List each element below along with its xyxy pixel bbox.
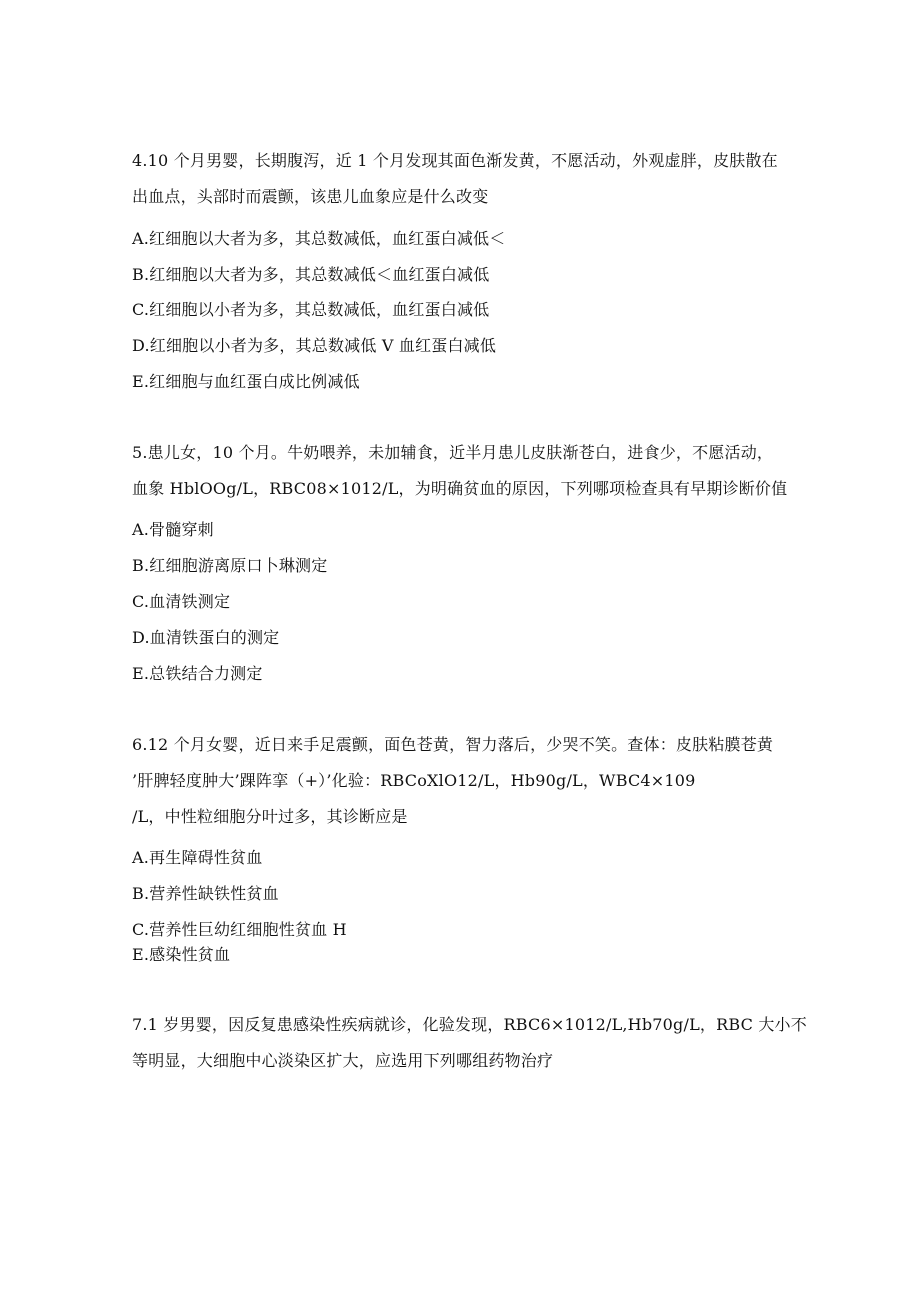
question-5-stem-line-1: 5.患儿女，10 个月。牛奶喂养，未加辅食，近半月患儿皮肤渐苍白，进食少，不愿活动， bbox=[132, 443, 774, 462]
question-6-stem-line-2: ’肝脾轻度肿大’踝阵挛（+）’化验：RBCoXlO12/L，Hb90g/L，WBC4×109 bbox=[132, 771, 696, 790]
question-4-option-a: A.红细胞以大者为多，其总数减低，血红蛋白减低＜ bbox=[132, 229, 506, 248]
question-4-option-c: C.红细胞以小者为多，其总数减低，血红蛋白减低 bbox=[132, 300, 490, 319]
question-5-option-a: A.骨髓穿刺 bbox=[132, 520, 214, 539]
question-6-option-c: C.营养性巨幼红细胞性贫血 H bbox=[132, 920, 347, 939]
question-4-option-d: D.红细胞以小者为多，其总数减低 V 血红蛋白减低 bbox=[132, 336, 497, 355]
question-6-option-b: B.营养性缺铁性贫血 bbox=[132, 884, 279, 903]
question-5-option-c: C.血清铁测定 bbox=[132, 592, 231, 611]
question-6-option-a: A.再生障碍性贫血 bbox=[132, 848, 263, 867]
question-5-stem-line-2: 血象 HblOOg/L，RBC08×1012/L，为明确贫血的原因，下列哪项检查具有早期诊断价值 bbox=[132, 479, 788, 498]
question-5-option-b: B.红细胞游离原口卜琳测定 bbox=[132, 556, 328, 575]
question-4-stem-line-1: 4.10 个月男婴，长期腹泻，近 1 个月发现其面色渐发黄，不愿活动，外观虚胖，皮肤散在 bbox=[132, 151, 778, 170]
question-6-option-e: E.感染性贫血 bbox=[132, 945, 231, 964]
question-4-stem-line-2: 出血点，头部时而震颤，该患儿血象应是什么改变 bbox=[132, 187, 489, 206]
question-5-option-e: E.总铁结合力测定 bbox=[132, 664, 263, 683]
question-6-stem-line-3: /L，中性粒细胞分叶过多，其诊断应是 bbox=[132, 807, 408, 826]
question-4-option-b: B.红细胞以大者为多，其总数减低＜血红蛋白减低 bbox=[132, 265, 490, 284]
question-7-stem-line-1: 7.1 岁男婴，因反复患感染性疾病就诊，化验发现，RBC6×1012/L,Hb70g/L，RBC 大小不 bbox=[132, 1015, 807, 1034]
question-7-stem-line-2: 等明显，大细胞中心淡染区扩大，应选用下列哪组药物治疗 bbox=[132, 1051, 554, 1070]
question-5-option-d: D.血清铁蛋白的测定 bbox=[132, 628, 280, 647]
question-4-option-e: E.红细胞与血红蛋白成比例减低 bbox=[132, 372, 360, 391]
question-6-stem-line-1: 6.12 个月女婴，近日来手足震颤，面色苍黄，智力落后，少哭不笑。查体：皮肤粘膜苍黄 bbox=[132, 735, 774, 754]
